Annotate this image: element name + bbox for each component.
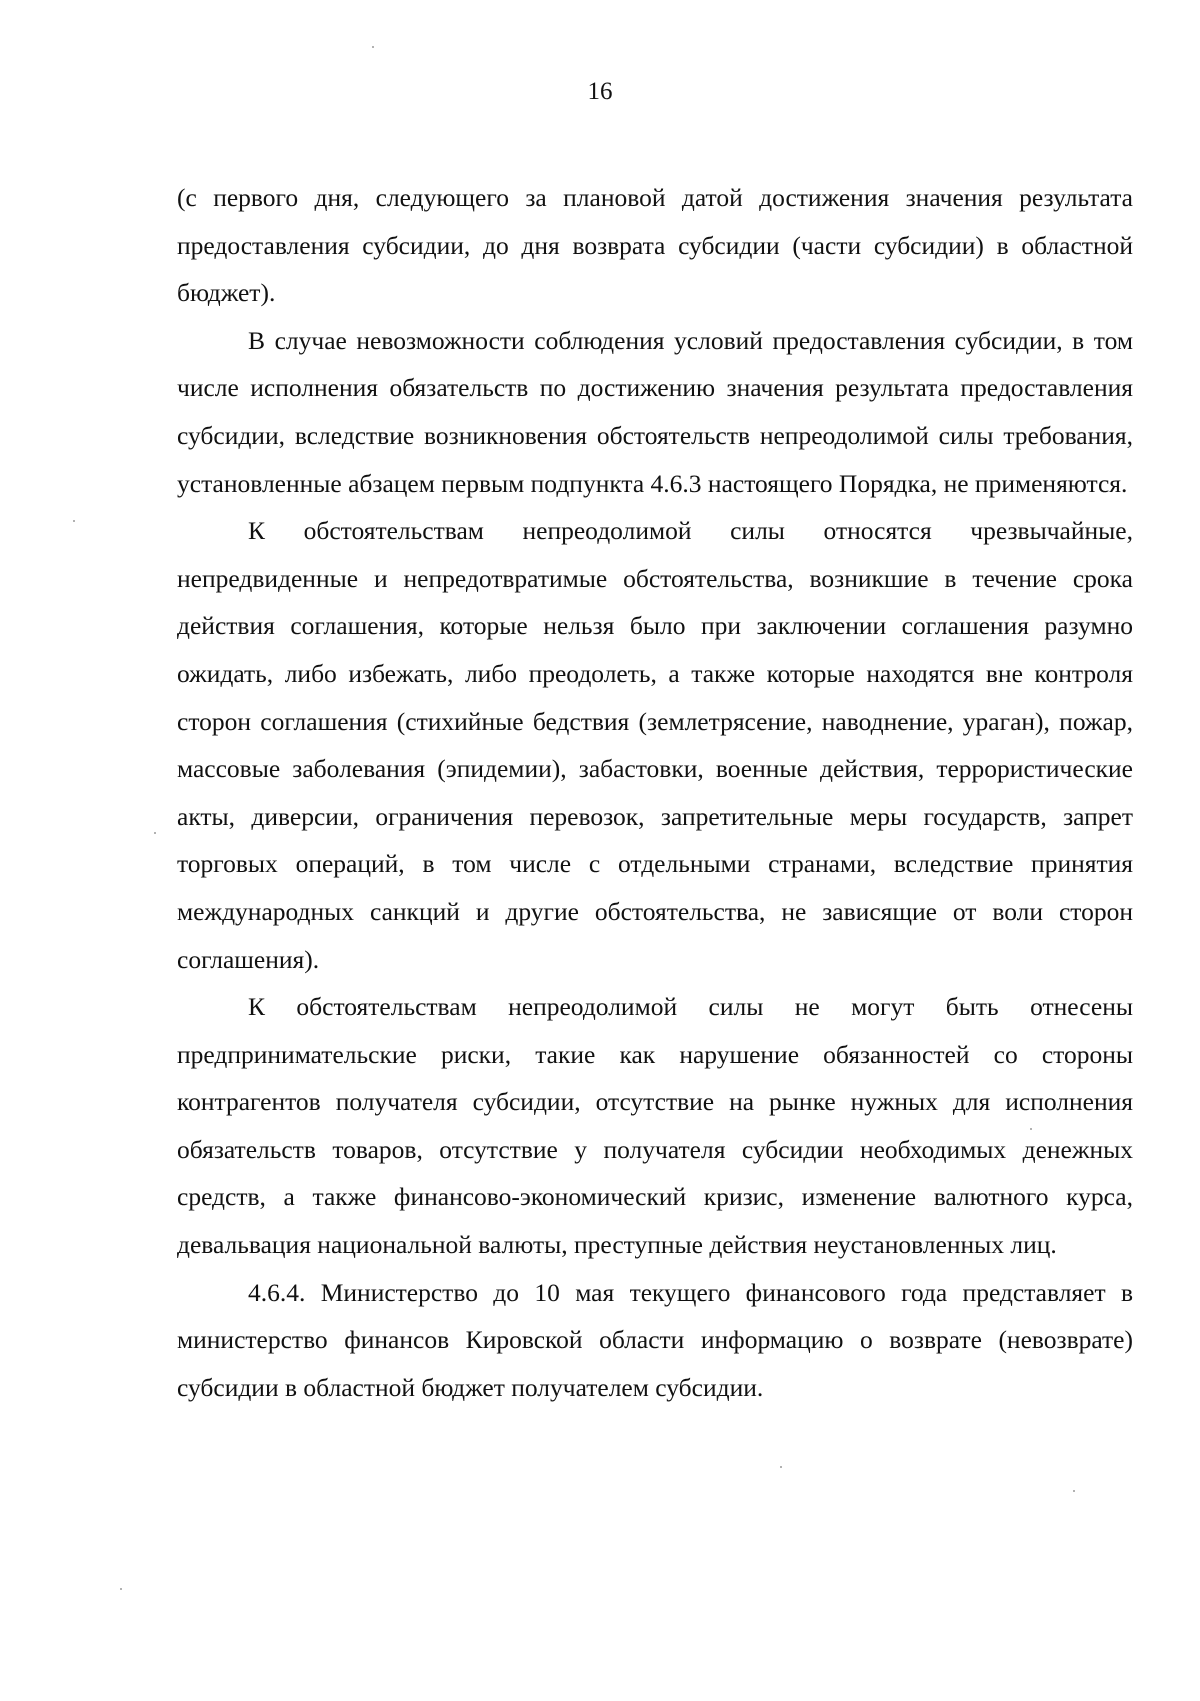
scan-speck [154,832,156,834]
scan-speck [73,520,75,522]
document-body [177,174,1133,1411]
page-number: 16 [587,78,613,105]
paragraph-force-majeure-exemption: В случае невозможности соблюдения условий предоставления субсидии, в том числе исполнения обязательств по достижению значения результата предоставления субсидии, вследствие возникновения обстоятельств непреодолимой силы требования, установленные абзацем первым подпункта 4.6.3 настоящего Порядка, не применяются. [177,325,1133,498]
scan-speck [120,1588,122,1590]
scan-speck [1030,1128,1032,1130]
scan-speck [780,1466,782,1468]
paragraph-force-majeure-definition: К обстоятельствам непреодолимой силы относятся чрезвычайные, непредвиденные и непредотвратимые обстоятельства, возникшие в течение срока действия соглашения, которые нельзя было при заключении соглашения разумно ожидать, либо избежать, либо преодолеть, а также которые находятся вне контроля сторон соглашения (стихийные бедствия (землетрясение, наводнение, ураган), пожар, массовые заболевания (эпидемии), забастовки, военные действия, террористические акты, диверсии, ограничения перевозок, запретительные меры государств, запрет торговых операций, в том числе с отдельными странами, вследствие принятия международных санкций и другие обстоятельства, не зависящие от воли сторон соглашения). [177,516,1133,974]
paragraph-not-force-majeure: К обстоятельствам непреодолимой силы не могут быть отнесены предпринимательские риски, такие как нарушение обязанностей со стороны контрагентов получателя субсидии, отсутствие на рынке нужных для исполнения обязательств товаров, отсутствие у получателя субсидии необходимых денежных средств, а также финансово-экономический кризис, изменение валютного курса, девальвация национальной валюты, преступные действия неустановленных лиц. [177,992,1133,1260]
paragraph-continuation: (с первого дня, следующего за плановой датой достижения значения результата предоставления субсидии, до дня возврата субсидии (части субсидии) в областной бюджет). [177,183,1133,308]
paragraph-clause-4-6-4: 4.6.4. Министерство до 10 мая текущего финансового года представляет в министерство финансов Кировской области информацию о возврате (невозврате) субсидии в областной бюджет получателем субсидии. [177,1277,1133,1402]
scan-speck [372,46,374,48]
scan-speck [1073,1490,1075,1492]
